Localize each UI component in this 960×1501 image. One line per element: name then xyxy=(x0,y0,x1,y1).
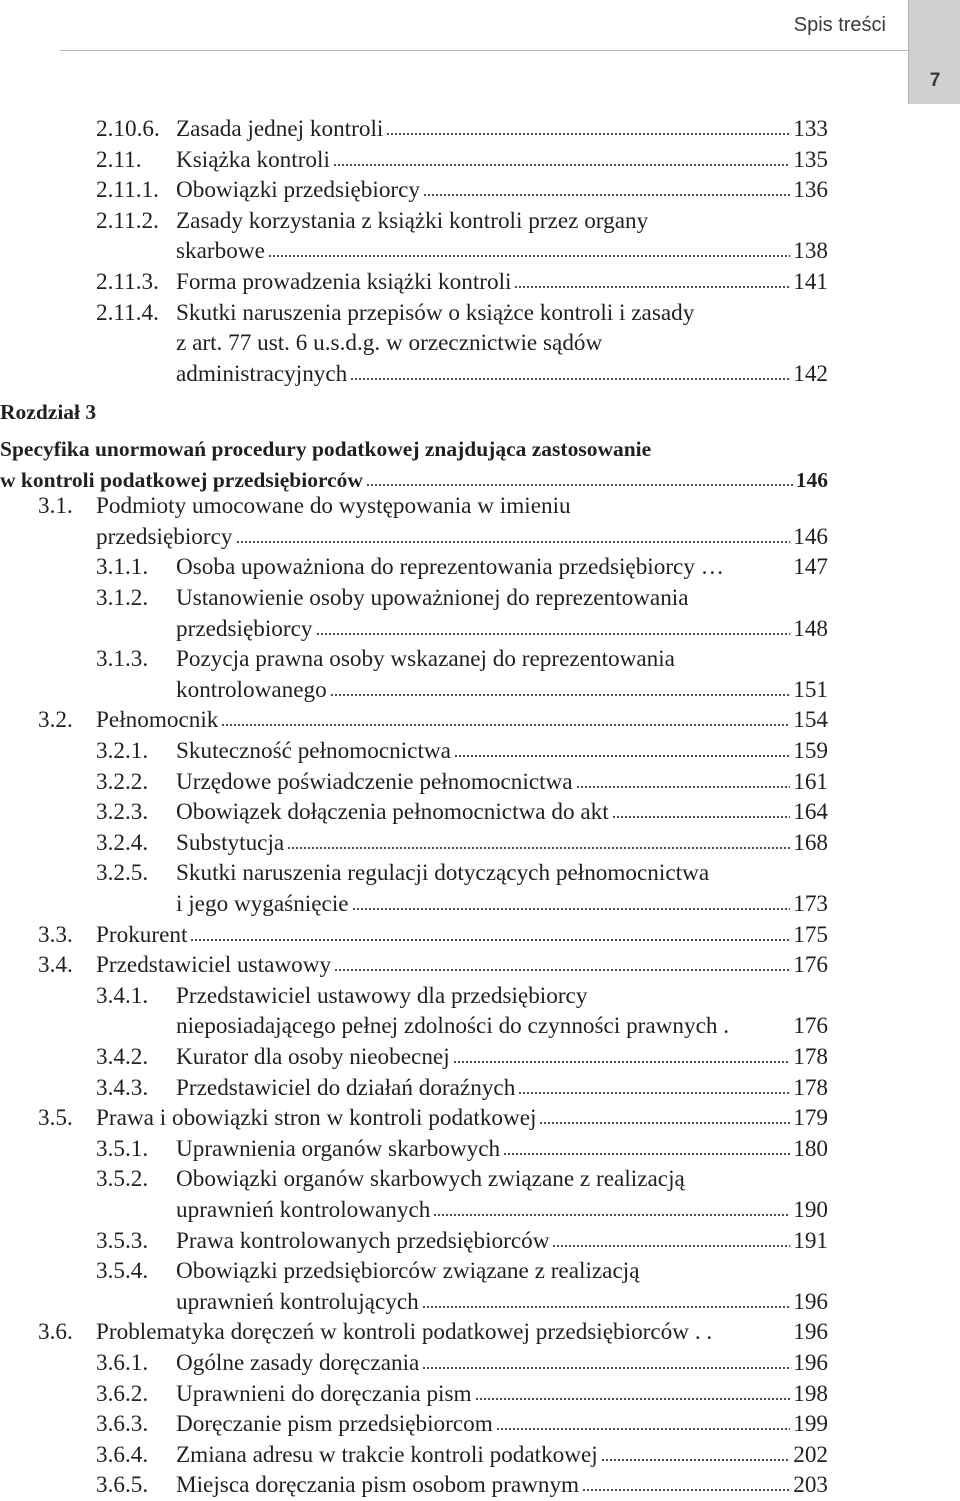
toc-entry-number: 2.11. xyxy=(96,146,142,173)
toc-entry-title xyxy=(96,950,828,980)
toc-entry-continuation[interactable] xyxy=(96,1256,828,1286)
toc-entry-title xyxy=(176,1011,828,1041)
dot-leader xyxy=(454,755,790,757)
toc-page-number: 178 xyxy=(793,1044,828,1070)
toc-entry-title xyxy=(176,114,828,144)
toc-page-number: 198 xyxy=(793,1380,828,1407)
toc-page-number: 154 xyxy=(793,707,828,734)
toc-page-number: 135 xyxy=(793,146,828,173)
toc-entry-title-text: Problematyka doręczeń w kontroli podatkowej przedsiębiorców . . xyxy=(96,1319,713,1346)
dot-leader xyxy=(366,484,793,486)
toc-entry-title xyxy=(96,522,828,552)
toc-page-number: 180 xyxy=(793,1135,828,1162)
toc-entry-number: 2.10.6. xyxy=(96,116,160,142)
toc-entry-number: 3.6.4. xyxy=(96,1441,149,1468)
toc-page-number: 138 xyxy=(793,238,828,265)
toc-entry[interactable] xyxy=(96,1470,828,1500)
toc-entry-title xyxy=(96,920,828,950)
toc-entry-title-text: z art. 77 ust. 6 u.s.d.g. w orzecznictwie sądów xyxy=(176,330,603,357)
chapter-label-text: Rozdział 3 xyxy=(0,400,97,425)
toc-entry-title-text: Doręczanie pism przedsiębiorcom xyxy=(176,1411,493,1438)
toc-entry-title xyxy=(176,614,828,644)
toc-entry-number: 3.5.3. xyxy=(96,1227,149,1254)
toc-entry-title xyxy=(176,1256,828,1286)
toc-entry-title-text: Przedstawiciel ustawowy dla przedsiębiorcy xyxy=(176,982,588,1009)
toc-entry-title-text: Specyfika unormowań procedury podatkowej znajdująca zastosowanie xyxy=(0,437,652,461)
toc-entry-title-text: uprawnień kontrolowanych xyxy=(176,1197,431,1223)
dot-leader xyxy=(453,1061,791,1063)
toc-entry-title-text: Przedstawiciel do działań doraźnych xyxy=(176,1074,516,1101)
toc-entry-number: 3.2.2. xyxy=(96,768,149,795)
toc-page-number: 141 xyxy=(793,269,828,295)
toc-entry-number: 3.6.5. xyxy=(96,1472,149,1499)
toc-entry-title-text: Zasada jednej kontroli xyxy=(176,116,384,142)
dot-leader xyxy=(582,1489,790,1491)
toc-entry-title-text: Prawa kontrolowanych przedsiębiorców xyxy=(176,1227,550,1254)
toc-entry-title-text: Prokurent xyxy=(96,921,188,948)
toc-entry-number: 3.5.2. xyxy=(96,1166,149,1193)
toc-entry[interactable] xyxy=(176,1195,828,1225)
dot-leader xyxy=(552,1245,790,1247)
toc-page-number: 176 xyxy=(793,1013,828,1040)
dot-leader xyxy=(503,1153,790,1155)
toc-entry-title-text: Zasady korzystania z książki kontroli przez organy xyxy=(176,207,649,234)
dot-leader xyxy=(268,255,790,257)
toc-entry-title-text: Substytucja xyxy=(176,829,285,856)
toc-entry-title-text: Obowiązki przedsiębiorcy xyxy=(176,177,421,204)
toc-entry[interactable] xyxy=(176,614,828,644)
toc-entry[interactable] xyxy=(96,175,828,205)
toc-entry-title xyxy=(176,1195,828,1225)
toc-entry[interactable] xyxy=(96,552,828,582)
toc-entry-title xyxy=(176,736,828,766)
toc-entry-title xyxy=(176,675,828,705)
toc-entry-number: 3.2.4. xyxy=(96,829,149,856)
toc-entry-title xyxy=(176,1440,828,1470)
toc-entry-number: 3.2. xyxy=(38,707,73,734)
dot-leader xyxy=(334,969,790,971)
toc-entry-continuation[interactable] xyxy=(96,858,828,888)
dot-leader xyxy=(316,633,791,635)
dot-leader xyxy=(221,724,790,726)
dot-leader xyxy=(475,1398,791,1400)
toc-entry[interactable] xyxy=(176,236,828,266)
toc-entry-continuation[interactable] xyxy=(0,434,828,464)
toc-entry-title xyxy=(176,328,828,358)
toc-entry-title xyxy=(176,1379,828,1409)
toc-entry-title xyxy=(176,236,828,266)
toc-entry-title xyxy=(0,434,828,464)
toc-entry-title-text: Urzędowe poświadczenie pełnomocnictwa xyxy=(176,768,573,795)
toc-entry-number: 3.2.1. xyxy=(96,738,149,764)
toc-page-number: 176 xyxy=(793,952,828,979)
toc-entry-title xyxy=(176,1409,828,1439)
toc-page-number: 178 xyxy=(793,1074,828,1101)
toc-entry-title xyxy=(176,1470,828,1500)
toc-entry-title xyxy=(176,981,828,1011)
toc-entry[interactable] xyxy=(38,950,828,980)
toc-page-number: 190 xyxy=(793,1197,828,1223)
toc-entry-number: 3.1.1. xyxy=(96,554,149,581)
toc-entry-title xyxy=(96,1103,828,1133)
toc-entry-number: 3.2.5. xyxy=(96,860,149,887)
toc-entry-title-text: administracyjnych xyxy=(176,360,348,387)
toc-entry-title-text: Zmiana adresu w trakcie kontroli podatkowej xyxy=(176,1441,598,1468)
toc-entry-title-text: Obowiązek dołączenia pełnomocnictwa do akt xyxy=(176,799,609,826)
toc-entry-title-text: Przedstawiciel ustawowy xyxy=(96,952,332,979)
toc-page-number: 146 xyxy=(795,467,828,492)
dot-leader xyxy=(386,133,790,135)
toc-entry-title xyxy=(176,298,828,328)
toc-entry-title-text: kontrolowanego xyxy=(176,676,327,703)
toc-entry-title-text: Kurator dla osoby nieobecnej xyxy=(176,1044,450,1070)
toc-entry-number: 3.1.3. xyxy=(96,646,149,673)
toc-entry[interactable] xyxy=(176,1287,828,1317)
toc-page-number: 196 xyxy=(793,1288,828,1315)
toc-entry-continuation[interactable] xyxy=(38,491,828,521)
toc-page-number: 196 xyxy=(793,1350,828,1376)
toc-page-number: 148 xyxy=(793,615,828,642)
toc-entry-number: 3.5.4. xyxy=(96,1258,149,1285)
dot-leader xyxy=(576,786,791,788)
toc-page-number: 168 xyxy=(793,829,828,856)
toc-entry-title-text: Ustanowienie osoby upoważnionej do reprezentowania xyxy=(176,585,689,611)
toc-entry-title xyxy=(176,206,828,236)
dot-leader xyxy=(333,164,790,166)
dot-leader xyxy=(352,908,791,910)
dot-leader xyxy=(496,1428,790,1430)
toc-page-number: 159 xyxy=(793,738,828,764)
toc-entry-title-text: skarbowe xyxy=(176,238,265,265)
toc-entry-title-text: Pozycja prawna osoby wskazanej do reprezentowania xyxy=(176,646,675,673)
toc-entry-title-text: Obowiązki przedsiębiorców związane z realizacją xyxy=(176,1258,640,1285)
toc-entry-title xyxy=(176,828,828,858)
toc-page-number: 199 xyxy=(793,1411,828,1438)
toc-entry-title-text: Ogólne zasady doręczania xyxy=(176,1350,420,1376)
toc-entry-title xyxy=(176,644,828,674)
toc-entry[interactable] xyxy=(176,889,828,919)
toc-entry-number: 3.1.2. xyxy=(96,585,149,611)
toc-entry[interactable] xyxy=(96,767,828,797)
toc-entry-title-text: Uprawnienia organów skarbowych xyxy=(176,1135,501,1162)
toc-entry-title xyxy=(176,145,828,175)
toc-entry-title-text: w kontroli podatkowej przedsiębiorców xyxy=(0,467,363,492)
dot-leader xyxy=(190,939,790,941)
running-header: Spis treści xyxy=(793,14,886,36)
toc-entry-continuation[interactable] xyxy=(96,583,828,613)
toc-entry[interactable] xyxy=(96,522,828,552)
toc-page-number: 179 xyxy=(793,1105,828,1132)
toc-entry-title-text: Pełnomocnik xyxy=(96,707,219,734)
toc-entry-title xyxy=(176,858,828,888)
toc-entry-title-text: Prawa i obowiązki stron w kontroli podatkowej xyxy=(96,1105,537,1132)
toc-entry[interactable] xyxy=(176,1011,828,1041)
toc-entry-title-text: i jego wygaśnięcie xyxy=(176,891,349,917)
toc-entry[interactable] xyxy=(96,1440,828,1470)
dot-leader xyxy=(287,847,790,849)
toc-page-number: 202 xyxy=(793,1441,828,1468)
toc-entry-continuation[interactable] xyxy=(96,1164,828,1194)
toc-page-number: 203 xyxy=(793,1472,828,1499)
toc-entry-continuation[interactable] xyxy=(96,206,828,236)
toc-entry-title xyxy=(0,465,828,495)
toc-entry-number: 2.11.1. xyxy=(96,177,159,204)
toc-entry-title-text: Miejsca doręczania pism osobom prawnym xyxy=(176,1472,580,1499)
toc-entry[interactable] xyxy=(96,1042,828,1072)
dot-leader xyxy=(514,286,790,288)
toc-entry-number: 2.11.4. xyxy=(96,299,159,326)
dot-leader xyxy=(330,694,791,696)
toc-entry-number: 3.6. xyxy=(38,1319,73,1346)
toc-entry-number: 2.11.3. xyxy=(96,269,159,295)
toc-entry-number: 3.3. xyxy=(38,921,73,948)
toc-entry-number: 3.1. xyxy=(38,493,73,520)
toc-entry[interactable] xyxy=(96,1409,828,1439)
dot-leader xyxy=(236,541,791,543)
dot-leader xyxy=(518,1092,790,1094)
toc-entry-number: 3.6.2. xyxy=(96,1380,149,1407)
toc-entry-title xyxy=(176,1042,828,1072)
toc-entry-number: 3.6.1. xyxy=(96,1350,149,1376)
toc-page-number: 146 xyxy=(793,523,828,550)
toc-entry[interactable] xyxy=(96,736,828,766)
toc-entry-title-text: Obowiązki organów skarbowych związane z realizacją xyxy=(176,1166,685,1193)
toc-entry-title-text: Skutki naruszenia przepisów o książce kontroli i zasady xyxy=(176,299,695,326)
toc-entry-title xyxy=(176,767,828,797)
toc-entry[interactable] xyxy=(96,1134,828,1164)
toc-page-number: 175 xyxy=(793,921,828,948)
toc-entry[interactable] xyxy=(96,828,828,858)
toc-entry-title-text: Uprawnieni do doręczania pism xyxy=(176,1380,472,1407)
toc-entry[interactable] xyxy=(38,1103,828,1133)
toc-entry-continuation[interactable] xyxy=(96,644,828,674)
toc-entry-title-text: Podmioty umocowane do występowania w imieniu xyxy=(96,493,571,520)
toc-entry-title xyxy=(96,491,828,521)
toc-entry-title-text: Skutki naruszenia regulacji dotyczących pełnomocnictwa xyxy=(176,860,710,887)
dot-leader xyxy=(422,1367,790,1369)
toc-entry[interactable] xyxy=(176,359,828,389)
toc-page-number: 161 xyxy=(793,768,828,795)
toc-entry-number: 3.6.3. xyxy=(96,1411,149,1438)
dot-leader xyxy=(539,1122,790,1124)
chapter-label xyxy=(0,397,828,427)
toc-entry-number: 2.11.2. xyxy=(96,207,159,234)
toc-entry-title-text: uprawnień kontrolujących xyxy=(176,1288,419,1315)
toc-entry-title-text: przedsiębiorcy xyxy=(176,615,313,642)
toc-entry-title-text: przedsiębiorcy xyxy=(96,523,233,550)
toc-entry-title xyxy=(176,797,828,827)
dot-leader xyxy=(612,816,791,818)
toc-page-number: 151 xyxy=(793,676,828,703)
toc-entry-title-text: Osoba upoważniona do reprezentowania przedsiębiorcy … xyxy=(176,554,724,581)
toc-entry[interactable] xyxy=(38,1317,828,1347)
toc-entry-title xyxy=(176,1287,828,1317)
toc-entry[interactable] xyxy=(96,114,828,144)
toc-page-number: 147 xyxy=(793,554,828,581)
toc-entry[interactable] xyxy=(38,705,828,735)
toc-entry[interactable] xyxy=(96,797,828,827)
dot-leader xyxy=(350,378,790,380)
toc-page-number: 133 xyxy=(793,116,828,142)
dot-leader xyxy=(423,194,790,196)
toc-page-number: 173 xyxy=(793,891,828,917)
toc-entry-title xyxy=(176,1134,828,1164)
toc-entry-number: 3.5. xyxy=(38,1105,73,1132)
toc-entry[interactable] xyxy=(96,1348,828,1378)
toc-entry-title-text: Skuteczność pełnomocnictwa xyxy=(176,738,451,764)
toc-entry-number: 3.4.3. xyxy=(96,1074,149,1101)
toc-entry-title xyxy=(96,705,828,735)
toc-entry-title-text: nieposiadającego pełnej zdolności do czynności prawnych . xyxy=(176,1013,730,1040)
toc-page-number: 196 xyxy=(793,1319,828,1346)
toc-page-number: 164 xyxy=(793,799,828,826)
toc-entry[interactable] xyxy=(96,1073,828,1103)
toc-entry-number: 3.4. xyxy=(38,952,73,979)
toc-entry-title xyxy=(176,359,828,389)
toc-entry-title xyxy=(176,1226,828,1256)
toc-entry[interactable] xyxy=(38,920,828,950)
toc-entry-title xyxy=(176,1164,828,1194)
toc-entry-continuation[interactable] xyxy=(96,981,828,1011)
toc-entry-continuation[interactable] xyxy=(176,328,828,358)
toc-page-number: 142 xyxy=(793,360,828,387)
dot-leader xyxy=(422,1306,790,1308)
toc-entry-title xyxy=(176,889,828,919)
toc-entry-title-text: Książka kontroli xyxy=(176,146,330,173)
toc-entry[interactable] xyxy=(96,267,828,297)
toc-page-number: 136 xyxy=(793,177,828,204)
toc-entry-title xyxy=(176,552,828,582)
toc-entry-continuation[interactable] xyxy=(96,298,828,328)
toc-entry[interactable] xyxy=(96,1226,828,1256)
toc-entry-number: 3.5.1. xyxy=(96,1135,149,1162)
toc-page-number: 191 xyxy=(793,1227,828,1254)
toc-entry-number: 3.4.1. xyxy=(96,982,149,1009)
toc-entry-title xyxy=(176,267,828,297)
toc-entry-title xyxy=(176,1348,828,1378)
toc-entry-title xyxy=(176,175,828,205)
toc-entry-title-text: Forma prowadzenia książki kontroli xyxy=(176,269,512,295)
page-number-tab xyxy=(908,0,960,104)
toc-entry-title xyxy=(96,1317,828,1347)
dot-leader xyxy=(601,1459,790,1461)
toc-entry[interactable] xyxy=(0,465,828,495)
toc-entry-number: 3.2.3. xyxy=(96,799,149,826)
header-divider xyxy=(60,50,908,51)
toc-entry-title xyxy=(176,583,828,613)
toc-entry[interactable] xyxy=(176,675,828,705)
toc-entry[interactable] xyxy=(96,1379,828,1409)
dot-leader xyxy=(433,1214,790,1216)
toc-entry-number: 3.4.2. xyxy=(96,1044,149,1070)
toc-entry[interactable] xyxy=(96,145,828,175)
toc-entry-title xyxy=(176,1073,828,1103)
page-number: 7 xyxy=(929,70,941,91)
